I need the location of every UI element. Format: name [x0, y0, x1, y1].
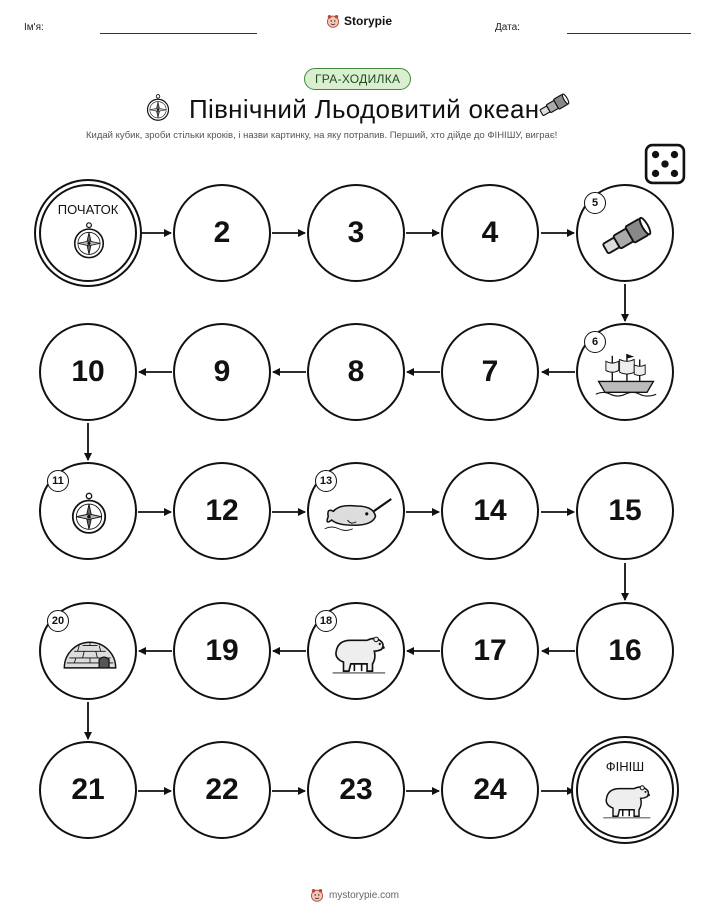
board-cell-7[interactable]: [441, 323, 539, 421]
cell-number-badge: 20: [47, 610, 69, 632]
compass-icon: [73, 222, 105, 260]
finish-cell[interactable]: [576, 741, 674, 839]
ship-icon: [594, 351, 658, 399]
name-label: Ім'я:: [24, 22, 44, 33]
cell-number: 23: [339, 773, 373, 806]
cell-number: 10: [71, 355, 105, 388]
cell-number: 19: [205, 634, 239, 667]
board-cell-19[interactable]: [173, 602, 271, 700]
cell-number-badge: 18: [315, 610, 337, 632]
board-cell-24[interactable]: [441, 741, 539, 839]
board-cell-14[interactable]: [441, 462, 539, 560]
compass-icon: [71, 492, 107, 536]
board-cell-17[interactable]: [441, 602, 539, 700]
storypie-logo-icon: [310, 888, 324, 902]
board-cell-9[interactable]: [173, 323, 271, 421]
board-cell-4[interactable]: [441, 184, 539, 282]
game-type-badge: ГРА-ХОДИЛКА: [304, 68, 411, 90]
cell-number: 24: [473, 773, 507, 806]
cell-number: 14: [473, 494, 507, 527]
board-cell-21[interactable]: [39, 741, 137, 839]
cell-number: 16: [608, 634, 642, 667]
polar-bear-icon: [329, 630, 387, 676]
cell-number: 8: [347, 355, 365, 388]
board-cell-13[interactable]: [307, 462, 405, 560]
cell-number-badge: 11: [47, 470, 69, 492]
board-cell-20[interactable]: [39, 602, 137, 700]
telescope-icon: [598, 216, 654, 256]
polar-bear-icon: [600, 779, 652, 821]
board-cell-11[interactable]: [39, 462, 137, 560]
board-cell-3[interactable]: [307, 184, 405, 282]
date-label: Дата:: [495, 22, 520, 33]
board-cell-5[interactable]: [576, 184, 674, 282]
finish-label: ФІНІШ: [605, 759, 645, 774]
board-cell-22[interactable]: [173, 741, 271, 839]
narwhal-icon: [323, 494, 393, 532]
board-cell-2[interactable]: [173, 184, 271, 282]
cell-number: 17: [473, 634, 507, 667]
brand-name: Storypie: [344, 14, 393, 28]
cell-number: 12: [205, 494, 239, 527]
instructions: Кидай кубик, зроби стільки кроків, і назви картинку, на яку потрапив. Перший, хто дійде до ФІНІШУ, виграє!: [86, 130, 558, 141]
cell-number-badge: 6: [584, 331, 606, 353]
cell-number: 3: [347, 216, 365, 249]
cell-number: 7: [481, 355, 499, 388]
cell-number: 21: [71, 773, 105, 806]
board-cell-18[interactable]: [307, 602, 405, 700]
page-title: Північний Льодовитий океан: [189, 94, 540, 124]
cell-number-badge: 13: [315, 470, 337, 492]
start-cell[interactable]: [39, 184, 137, 282]
cell-number-badge: 5: [584, 192, 606, 214]
board-cell-10[interactable]: [39, 323, 137, 421]
board-cell-15[interactable]: [576, 462, 674, 560]
footer: [310, 888, 399, 902]
board-cell-12[interactable]: [173, 462, 271, 560]
board-cell-6[interactable]: [576, 323, 674, 421]
board-cell-23[interactable]: [307, 741, 405, 839]
cell-number: 4: [481, 216, 499, 249]
board-cell-8[interactable]: [307, 323, 405, 421]
igloo-icon: [61, 634, 119, 672]
board-cell-16[interactable]: [576, 602, 674, 700]
cell-number: 15: [608, 494, 642, 527]
cell-number: 9: [213, 355, 231, 388]
start-label: ПОЧАТОК: [57, 202, 119, 217]
cell-number: 22: [205, 773, 239, 806]
footer-url[interactable]: mystorypie.com: [329, 889, 400, 901]
cell-number: 2: [213, 216, 231, 249]
